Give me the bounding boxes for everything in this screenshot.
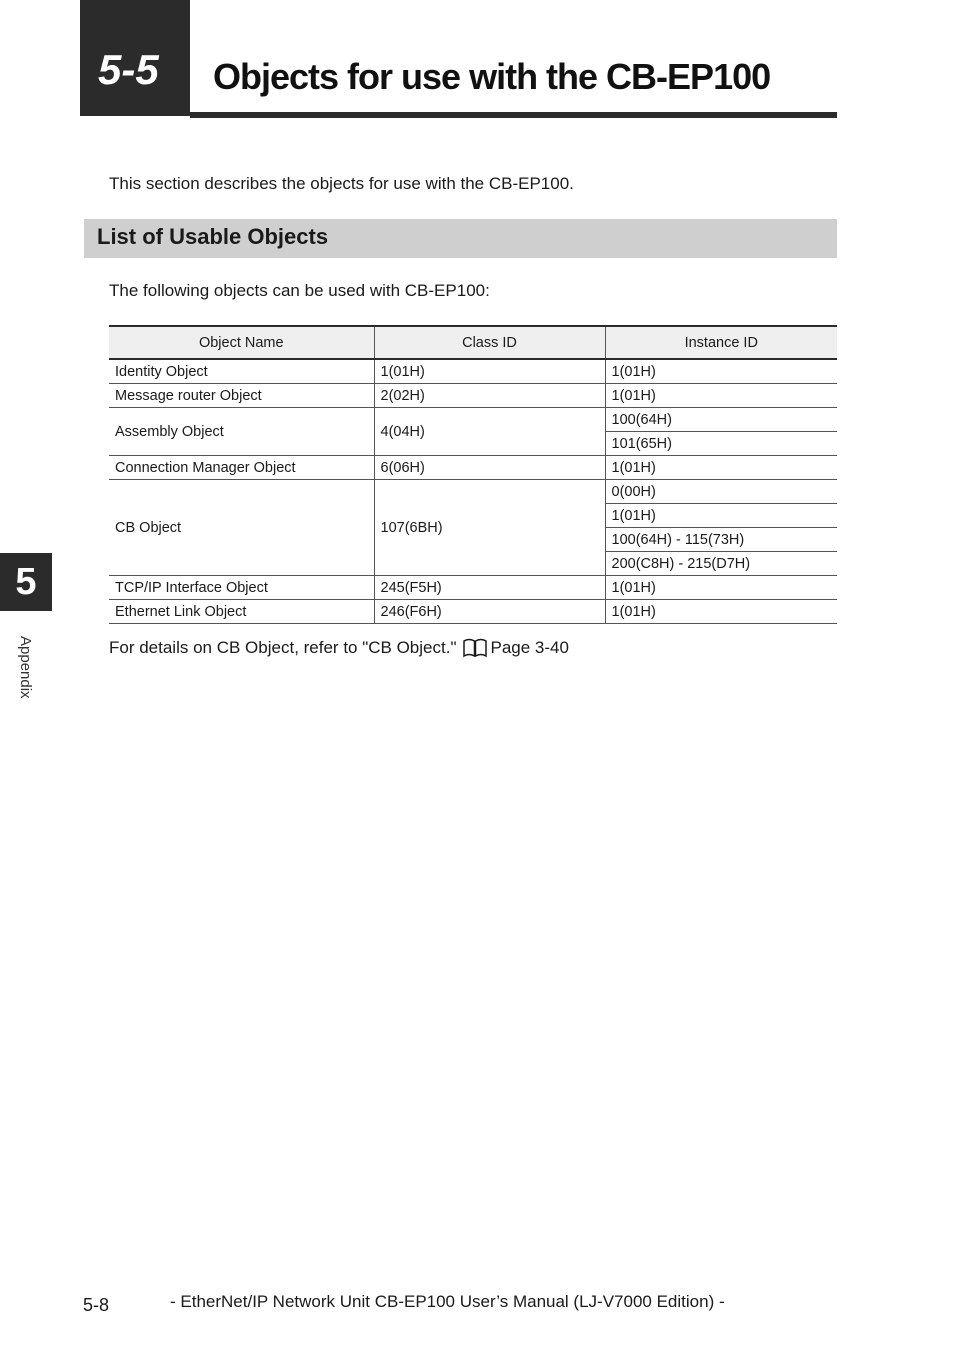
page-reference-link[interactable]: Page 3-40 (490, 638, 569, 657)
class-id-cell: 4(04H) (374, 408, 605, 456)
instance-id-cell: 0(00H) (605, 480, 837, 504)
page-number: 5-8 (83, 1295, 110, 1315)
section-number-box (80, 0, 190, 116)
instance-id-cell: 1(01H) (605, 600, 837, 624)
instance-id-cell: 1(01H) (605, 504, 837, 528)
section-number: 5-5 (98, 46, 159, 93)
instance-id-cell: 200(C8H) - 215(D7H) (605, 552, 837, 576)
objects-table (109, 325, 837, 624)
page-title: Objects for use with the CB-EP100 (213, 56, 771, 97)
table-row (109, 456, 837, 480)
object-name-cell: TCP/IP Interface Object (109, 576, 374, 600)
subsection-header (84, 219, 837, 258)
table-row (109, 600, 837, 624)
subsection-title: List of Usable Objects (97, 224, 329, 249)
object-name-cell: Identity Object (109, 359, 374, 384)
instance-id-cell: 101(65H) (605, 432, 837, 456)
instance-id-cell: 1(01H) (605, 359, 837, 384)
table-row (109, 359, 837, 384)
class-id-cell: 2(02H) (374, 384, 605, 408)
table-row (109, 408, 837, 432)
book-icon (462, 637, 488, 659)
instance-id-cell: 1(01H) (605, 456, 837, 480)
instance-id-cell: 100(64H) - 115(73H) (605, 528, 837, 552)
title-underline (190, 112, 837, 118)
object-name-cell: Ethernet Link Object (109, 600, 374, 624)
table-lead-text: The following objects can be used with CB-EP100: (109, 281, 490, 300)
details-note (109, 637, 569, 659)
instance-id-cell: 100(64H) (605, 408, 837, 432)
details-text: For details on CB Object, refer to "CB Object." (109, 638, 457, 657)
class-id-cell: 245(F5H) (374, 576, 605, 600)
class-id-cell: 6(06H) (374, 456, 605, 480)
object-name-cell: Connection Manager Object (109, 456, 374, 480)
chapter-side-label: Appendix (17, 636, 34, 699)
table-row (109, 384, 837, 408)
chapter-tab: 5 (0, 553, 52, 611)
header-object-name: Object Name (109, 326, 374, 359)
footer-text: - EtherNet/IP Network Unit CB-EP100 User’s Manual (LJ-V7000 Edition) - (170, 1292, 725, 1311)
table-row (109, 576, 837, 600)
intro-text: This section describes the objects for use with the CB-EP100. (109, 174, 574, 193)
table-header-row (109, 326, 837, 359)
instance-id-cell: 1(01H) (605, 576, 837, 600)
instance-id-cell: 1(01H) (605, 384, 837, 408)
class-id-cell: 1(01H) (374, 359, 605, 384)
class-id-cell: 107(6BH) (374, 480, 605, 576)
table-row (109, 480, 837, 504)
object-name-cell: Assembly Object (109, 408, 374, 456)
header-class-id: Class ID (374, 326, 605, 359)
object-name-cell: CB Object (109, 480, 374, 576)
header-instance-id: Instance ID (605, 326, 837, 359)
object-name-cell: Message router Object (109, 384, 374, 408)
class-id-cell: 246(F6H) (374, 600, 605, 624)
